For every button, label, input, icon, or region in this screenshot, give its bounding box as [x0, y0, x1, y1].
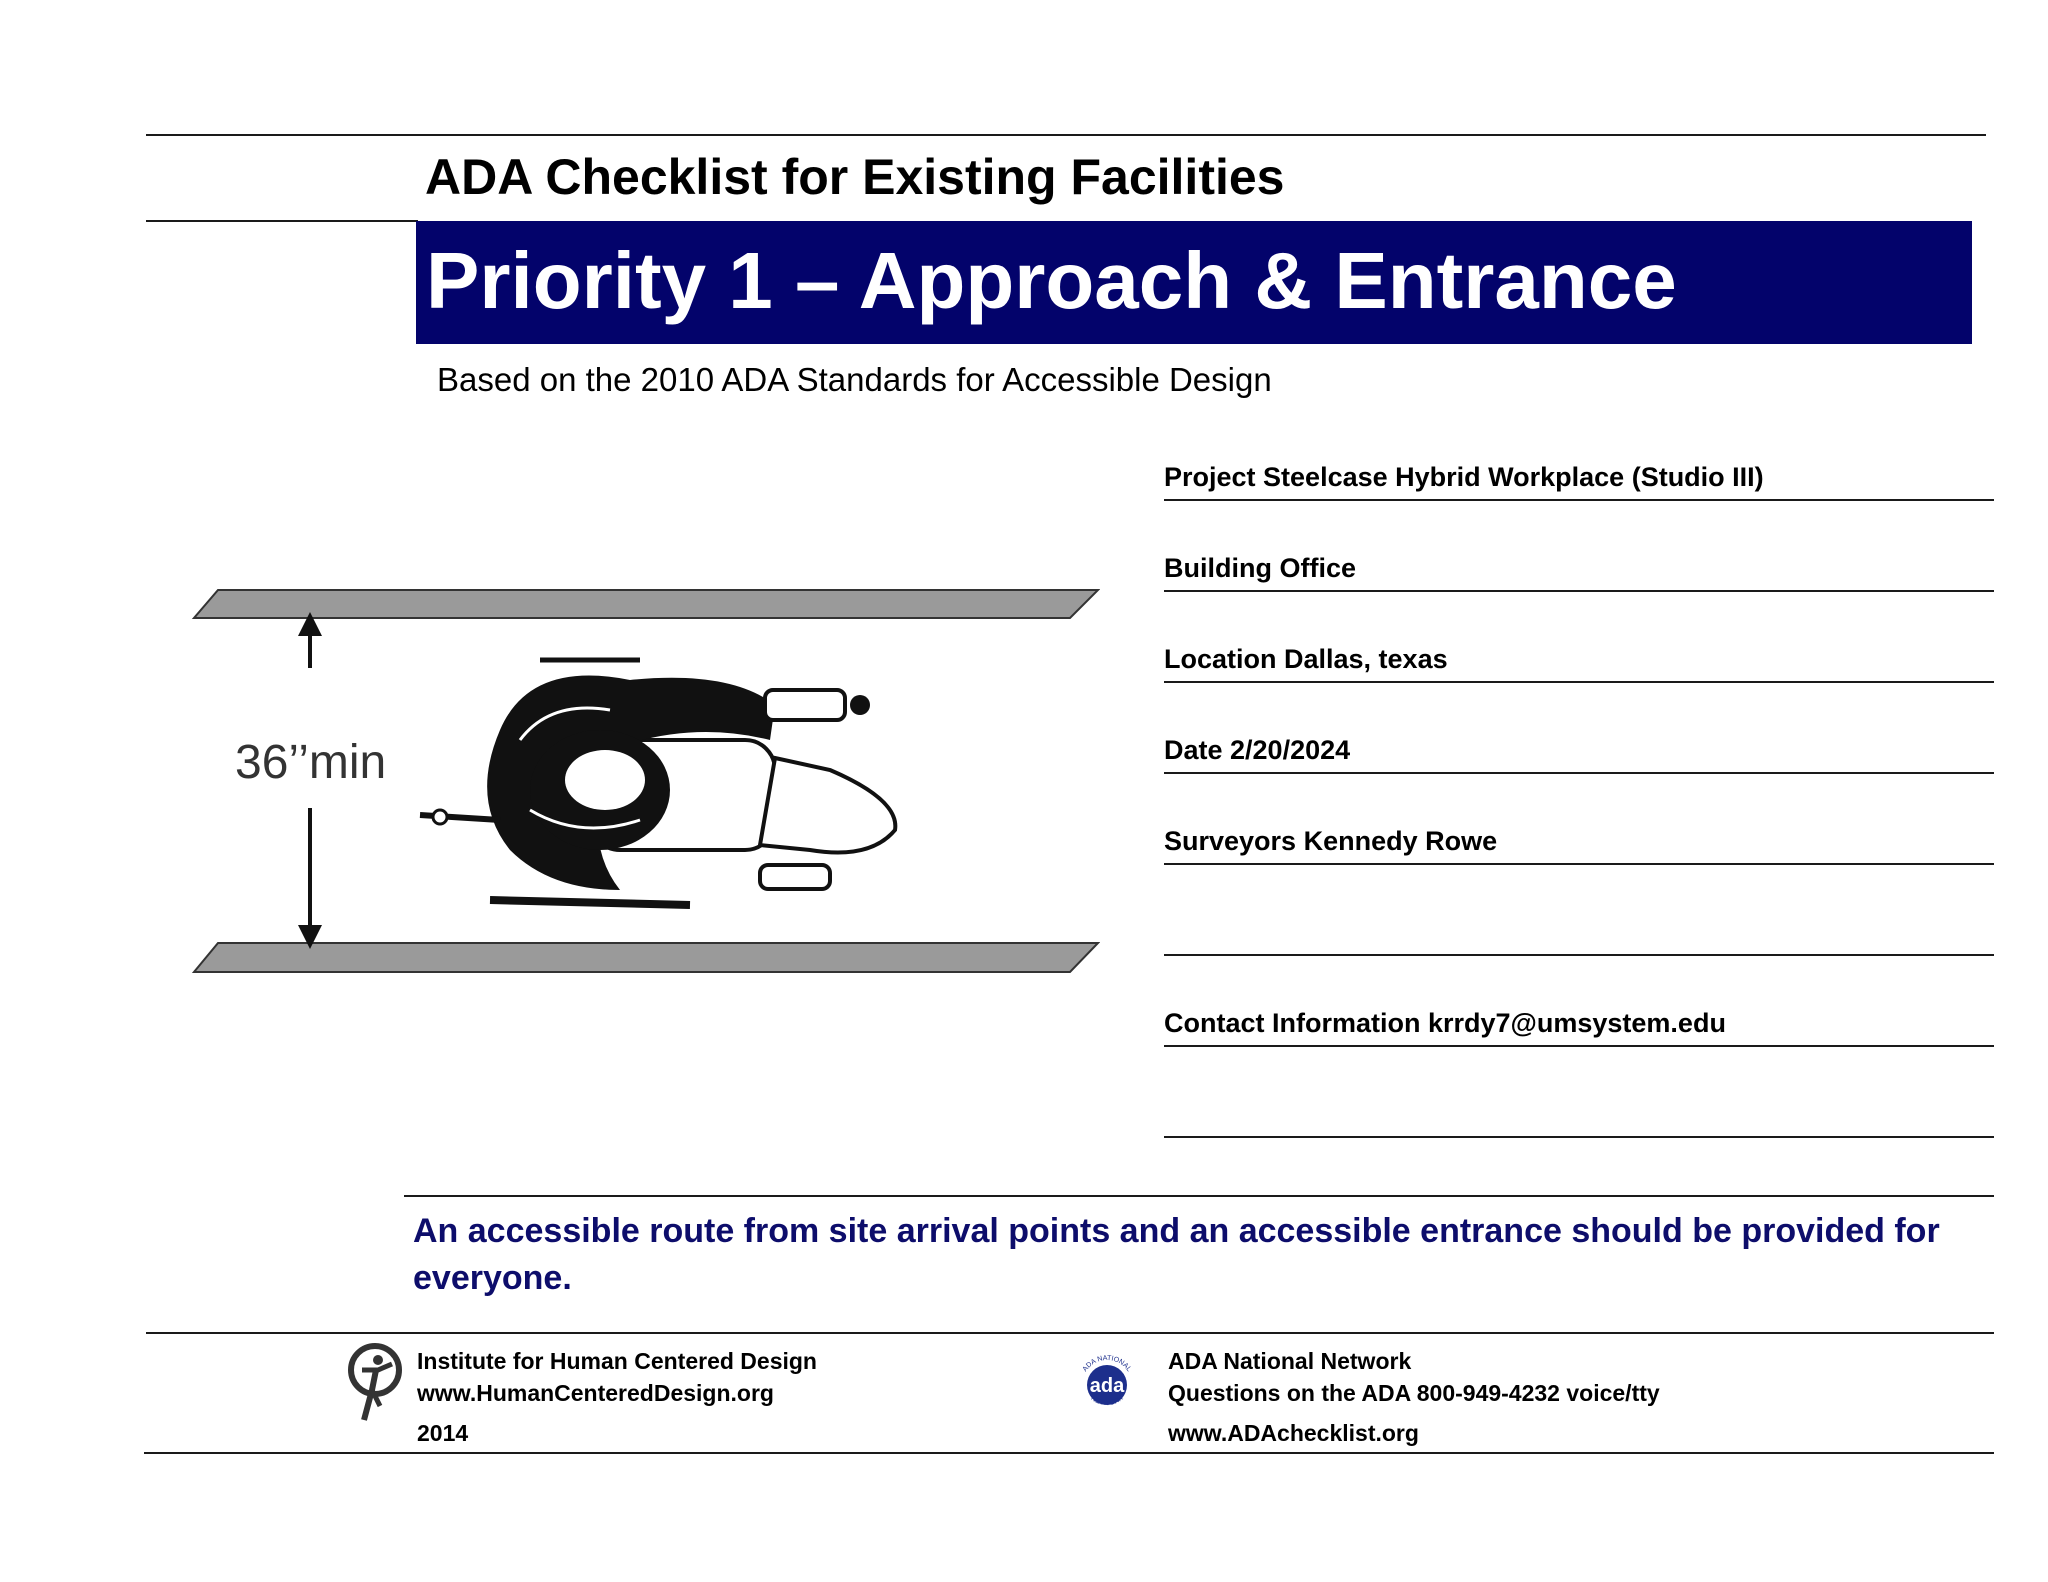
dimension-label: 36’’min [235, 736, 387, 789]
footer-right-phone: Questions on the ADA 800-949-4232 voice/tty [1168, 1380, 1660, 1406]
footer-left-org: Institute for Human Centered Design [417, 1348, 817, 1374]
blank-field-2[interactable] [1164, 1090, 1994, 1138]
date-field[interactable] [1164, 726, 1994, 774]
footer-left-year: 2014 [417, 1420, 469, 1446]
banner-title: Priority 1 – Approach & Entrance [426, 236, 1677, 325]
wheelchair-route-diagram [190, 580, 1100, 980]
ada-ring-bottom: NETWORK [1089, 1394, 1125, 1408]
blank-field-1[interactable] [1164, 908, 1994, 956]
top-rule [146, 134, 1986, 136]
bottom-wall [194, 943, 1098, 972]
footer-right-org: ADA National Network [1168, 1348, 1412, 1374]
surveyors-label: Surveyors Kennedy Rowe [1164, 826, 1498, 856]
priority-banner [416, 221, 1972, 344]
top-wall [194, 590, 1098, 618]
footer-left-url[interactable]: www.HumanCenteredDesign.org [417, 1380, 774, 1406]
title-rule [146, 220, 418, 222]
ada-logo-text: ada [1089, 1375, 1125, 1397]
ada-ring-top: ADA NATIONAL [1081, 1354, 1133, 1374]
surveyors-field[interactable] [1164, 817, 1994, 865]
building-field[interactable] [1164, 544, 1994, 592]
contact-field[interactable] [1164, 999, 1994, 1047]
accessibility-statement: An accessible route from site arrival points and an accessible entrance should be provided for everyone. [413, 1212, 1940, 1297]
project-field[interactable] [1164, 453, 1994, 501]
building-label: Building Office [1164, 553, 1356, 583]
date-label: Date 2/20/2024 [1164, 735, 1351, 765]
ihcd-logo-icon [342, 1340, 408, 1424]
location-label: Location Dallas, texas [1164, 644, 1448, 674]
contact-label: Contact Information krrdy7@umsystem.edu [1164, 1008, 1726, 1038]
footer-right-url[interactable]: www.ADAchecklist.org [1168, 1420, 1419, 1446]
ada-network-logo-icon [1072, 1350, 1142, 1420]
document-title: ADA Checklist for Existing Facilities [425, 149, 1285, 205]
location-field[interactable] [1164, 635, 1994, 683]
route-width-illustration [190, 580, 1100, 980]
wheelchair-user-icon [420, 660, 895, 905]
footer-top-rule [146, 1332, 1994, 1334]
project-label: Project Steelcase Hybrid Workplace (Studio III) [1164, 462, 1764, 492]
subtitle: Based on the 2010 ADA Standards for Accessible Design [437, 361, 1272, 398]
footer-bottom-rule [144, 1452, 1994, 1454]
statement-top-rule [404, 1195, 1994, 1197]
